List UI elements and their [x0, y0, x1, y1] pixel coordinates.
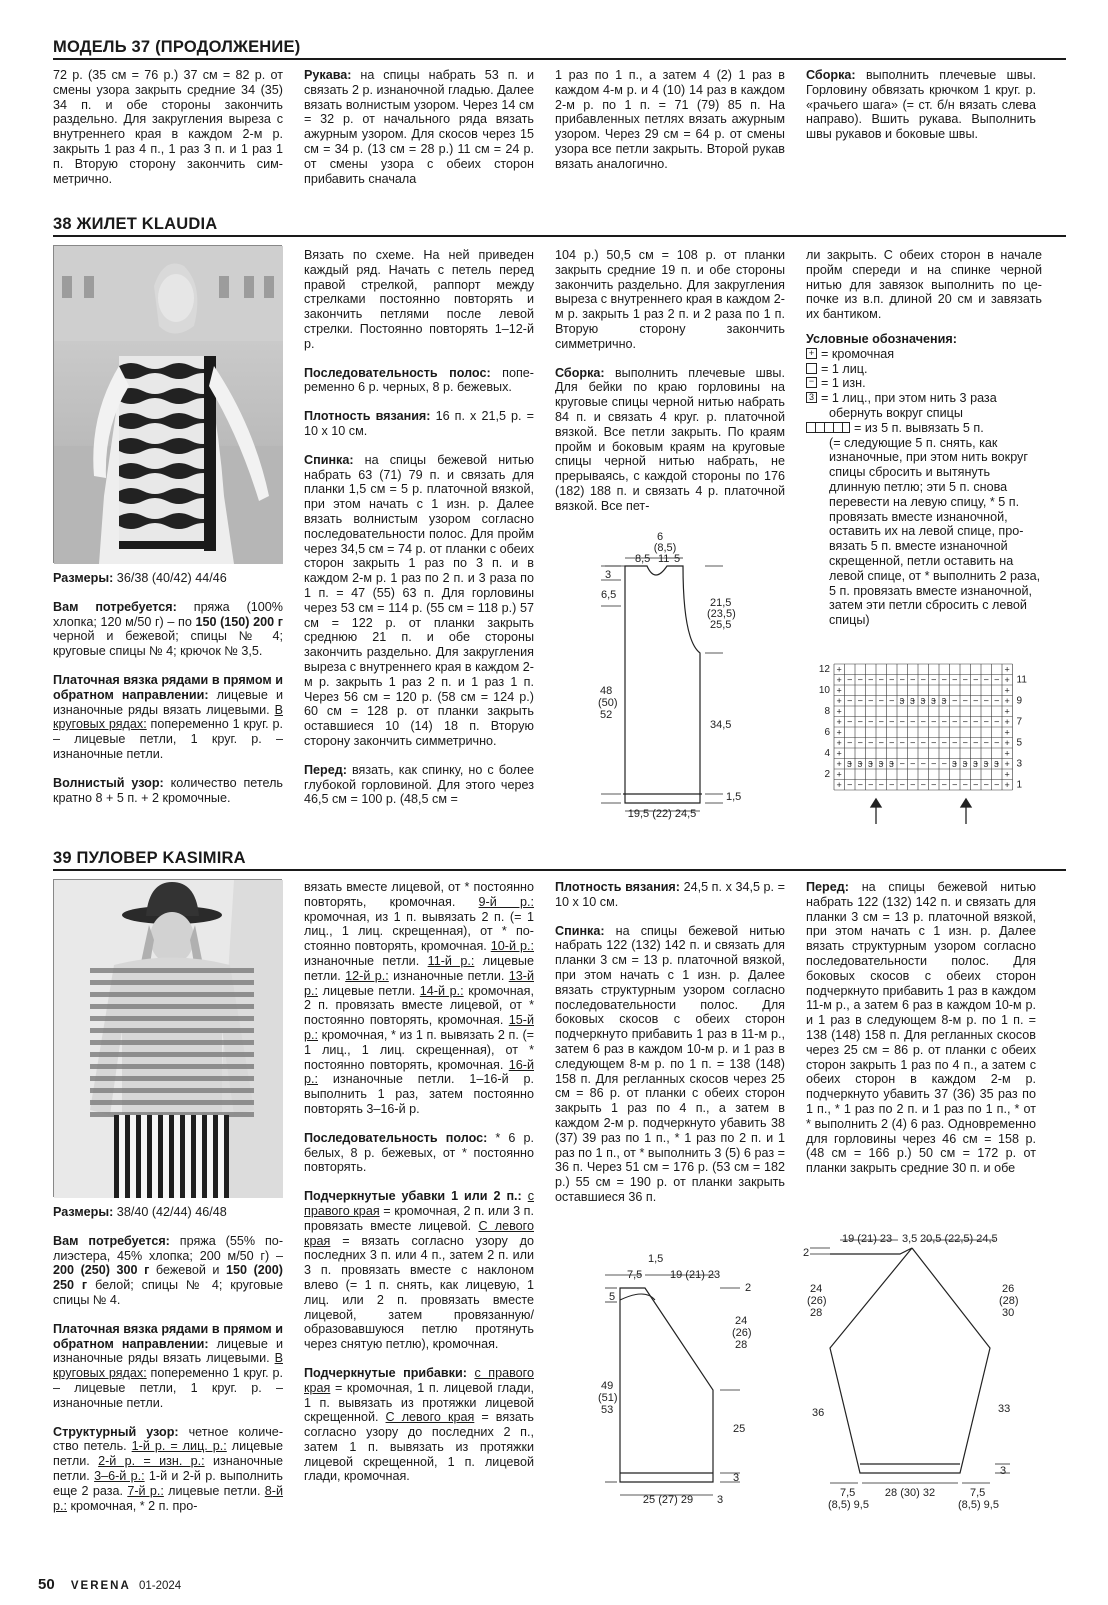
legend-item-cluster: = из 5 п. вывязать 5 п. — [806, 421, 1042, 436]
arrow-icon — [871, 799, 881, 807]
s39-col3: Плотность вязания: 24,5 п. х 34,5 р. = 10 х 10 см. Спинка: на спицы бежевой нитью набрать 122 (132) 142 п. и связать для планки 3 см = 13 р. платочной вязкой, при этом начать с 1 изн. р. Далее вязать структурным узором согласно последовательности полос. Для боковых скосов с обеих сторон подчеркнуто прибавить 1 раз в 11-м р., затем 6 раз в каждом 10-м р. и 1 раз в следующем 8-м р. по 1 п. = 138 (148) 158 п. Для регланных скосов через 25 см = 86 р. от планки с обеих сторон закрыть 1 раз по 4 п., а затем в каждом 2-м р. подчеркнуто убавить 38 (37) 39 раз по 1 п., * 1 раз по 2 п. и 1 раз по 1 п., от * выполнить 3 (5) 6 раз = 36 п. Через 51 см = 176 р. (53 см = 182 р.) 55 см = 190 р. от планки закрыть оставшиеся 36 п. — [555, 880, 785, 1204]
dim-label: 19 (21) 23 — [670, 1269, 721, 1281]
dim-label: 19,5 (22) 24,5 — [627, 808, 697, 820]
s37-col2: Рукава: на спицы набрать 53 п. и связать 2 р. изнаночной гладью. Далее вязать волнистым узором. Через 14 см = 32 р. от начального ряда вязать ажурным узором. Для скосов через 15 см = 34 р. (13 см = 28 р.) 11 см = 24 р. от смены узора с обеих сторон прибавить сначала — [304, 68, 534, 186]
chart-row-label: 4 — [824, 748, 830, 759]
dim-label: 7,5 — [970, 1487, 986, 1499]
dim-label: (23,5) — [707, 608, 736, 620]
chart-cell: 3 — [962, 759, 968, 769]
section-title-39: 39 ПУЛОВЕР KASIMIRA — [53, 849, 246, 867]
dim-label: 24 — [735, 1315, 748, 1327]
dim-label: 3 — [1000, 1465, 1007, 1477]
chart-cell: 3 — [868, 759, 873, 769]
legend-item-purl: − = 1 изн. — [806, 376, 1042, 391]
chart-cell: 3 — [847, 759, 852, 769]
edge-cell: + — [836, 769, 842, 780]
knit-stitch-icon — [806, 363, 817, 374]
dim-label: (50) — [598, 697, 618, 709]
edge-cell: + — [1004, 685, 1010, 696]
edge-cell: + — [1004, 675, 1010, 685]
edge-cell: + — [1004, 769, 1010, 780]
chart-cell: 3 — [899, 696, 905, 706]
dim-label: 25 — [733, 1423, 746, 1435]
dim-label: 49 — [601, 1380, 614, 1392]
dim-label: 26 — [1002, 1283, 1015, 1295]
edge-stitch-icon: + — [806, 348, 817, 359]
dim-label: 2 — [745, 1282, 752, 1294]
dim-label: 21,5 — [710, 597, 732, 609]
section-title-38: 38 ЖИЛЕТ KLAUDIA — [53, 215, 218, 233]
dim-label: (8,5) — [653, 542, 677, 554]
edge-cell: + — [836, 717, 842, 727]
dim-label: 33 — [998, 1403, 1011, 1415]
wrap-stitch-icon: 3 — [806, 392, 817, 403]
chart-row-label: 8 — [824, 706, 830, 717]
dim-label: 28 — [810, 1307, 823, 1319]
body-schematic — [585, 1250, 795, 1540]
dim-label: 52 — [600, 709, 613, 721]
edge-cell: + — [836, 727, 842, 738]
dim-label: 28 — [735, 1339, 748, 1351]
dim-label: 11 — [658, 553, 670, 565]
s37-col4: Сборка: выполнить плечевые швы. Горловину обвязать крючком 1 круг. р. «рачьего шага» (= ст. б/н вязать слева направо). Вшить рукава. Выполнить швы рукавов и боковые швы. — [806, 68, 1036, 142]
chart-cell: 3 — [952, 759, 957, 769]
body-outline — [620, 1288, 713, 1482]
title-rule — [53, 235, 1066, 237]
vest-outline — [625, 566, 700, 803]
purl-stitch-icon: − — [806, 377, 817, 388]
edge-cell: + — [1004, 696, 1010, 706]
dim-label: 48 — [600, 685, 613, 697]
dim-label: 6,5 — [601, 589, 617, 601]
edge-cell: + — [1004, 717, 1010, 727]
chart-cell: 3 — [983, 759, 989, 769]
chart-cell: 3 — [857, 759, 863, 769]
dim-label: 8,5 — [635, 553, 651, 565]
chart-row-label: 7 — [1016, 716, 1023, 728]
dim-label: 3 — [733, 1472, 740, 1484]
edge-cell: + — [836, 664, 842, 675]
s39-col2: вязать вместе лицевой, от * постоянно повторять, кромочная. 9-й р.: кромочная, из 1 п. вывязать 2 п. (= 1 лиц., 1 лиц. скрещенная), от * постоянно повторять, кромочная. 10-й р.: изнаночные петли. 11-й р.: лицевые петли. 12-й р.: изнаночные петли. 13-й р.: лицевые петли. 14-й р.: кромочная, 2 п. провязать вместе лицевой, от * постоянно повторять, кромочная. 15-й р.: кромочная, * из 1 п. вывязать 2 п. (= 1 лиц., 1 лиц. скрещенная), от * постоянно повторять, кромочная. 16-й р.: изнаночные петли. 1–16-й р. выполнить 1 раз, затем постоянно повторять 3–16-й р. Последовательность полос: * 6 р. белых, 8 р. бежевых, от * постоянно повторять. Подчеркнутые убавки 1 или 2 п.: с правого края = кромочная, 2 п. или 3 п. провязать вместе лицевой. С левого края = вязать согласно узору до последних 3 п. или 4 п., затем 2 п. или 3 п. провязать вместе с наклоном влево (= 1 п. снять, как лицевую, 1 лиц. или 2 п. провязать вместе лицевой, затем провязанную/образовавшуюся петлю протянуть через снятую петлю), кромочная. Подчеркнутые прибавки: с правого края = кромочная, 1 п. лицевой глади, 1 п. вывязать из протяжки лицевой скрещенной. С левого края = вязать согласно узору до последних 2 п., затем 1 п. вывязать из протяжки лицевой скрещенной, 1 п. лицевой глади, кромочная. — [304, 880, 535, 1484]
chart-row-label: 9 — [1016, 695, 1023, 707]
page-footer — [38, 1578, 181, 1594]
section-title-model-37: МОДЕЛЬ 37 (ПРОДОЛЖЕНИЕ) — [53, 38, 301, 56]
dim-label: 2 — [803, 1247, 810, 1259]
arrow-icon — [961, 799, 971, 807]
dim-label: 25 (27) 29 — [642, 1494, 694, 1506]
chart-cell: 3 — [910, 696, 915, 706]
legend-item-edge: + = кромочная — [806, 347, 1042, 362]
chart-cell: 3 — [878, 759, 884, 769]
edge-cell: + — [1004, 664, 1010, 675]
chart-cell: 3 — [931, 696, 936, 706]
chart-cell: 3 — [920, 696, 926, 706]
chart-row-label: 11 — [1016, 674, 1027, 686]
edge-cell: + — [836, 675, 842, 685]
dim-label: 5 — [674, 553, 681, 565]
dim-label: 25,5 — [710, 619, 732, 631]
chart-row-label: 10 — [818, 685, 830, 696]
dim-label: 5 — [609, 1291, 616, 1303]
dim-label: (8,5) 9,5 — [828, 1499, 869, 1511]
issue: 01-2024 — [138, 1580, 182, 1592]
s39-col4: Перед: на спицы бежевой нитью набрать 122 (132) 142 п. и связать для планки 3 см = 13 р. платочной вязкой, при этом начать с 1 изн. р. Далее вязать структурным узором согласно последовательности полос. Для боковых скосов с обеих сторон подчеркнуто прибавить 1 раз в каждом 11-м р., а затем 6 раз в каждом 10-м р. и 1 раз в следующем 8-м р. по 1 п. = 138 (148) 158 п. Для регланных скосов через 25 см = 86 р. от планки с обеих сторон закрыть 1 раз по 4 п., а затем с обеих сторон в каждом 2-м р. подчеркнуто убавить 37 (36) 35 раз по 1 п., * 1 раз по 2 п. и 1 раз по 1 п., * от * выполнить 2 (4) 6 раз. Одновременно для горловины через 46 см = 158 р. (48 см = 166 р.) 50 см = 172 р. от планки закрыть средние 30 п. и обе — [806, 880, 1036, 1176]
edge-cell: + — [836, 696, 842, 706]
chart-cell: 3 — [994, 759, 999, 769]
s37-col1: 72 р. (35 см = 76 р.) 37 см = 82 р. от смены узора закрыть средние 34 (35) 34 п. и обе стороны закончить раздельно. Для закругления выреза с внутреннего края в каждом 2-м р. закрыть 1 раз 4 п., 1 раз 3 п. и 1 раз 1 п. Вторую сторону закончить симметрично. — [53, 68, 283, 186]
chart-row-label: 1 — [1016, 779, 1023, 791]
dim-label: 3 — [605, 569, 612, 581]
magazine-name: VERENA — [70, 1580, 131, 1592]
vest-schematic — [595, 528, 770, 823]
page-number: 50 — [38, 1576, 55, 1593]
pullover-photo — [53, 879, 282, 1197]
legend-item-knit: = 1 лиц. — [806, 362, 1042, 377]
edge-cell: + — [836, 759, 842, 769]
sleeve-outline — [830, 1248, 990, 1473]
dim-label: 34,5 — [710, 719, 732, 731]
dim-label: 24 — [810, 1283, 823, 1295]
dim-label: 53 — [601, 1404, 614, 1416]
sleeve-schematic — [800, 1228, 1030, 1538]
dim-label: 20,5 (22,5) 24,5 — [920, 1233, 998, 1245]
chart-row-label: 12 — [818, 664, 830, 675]
dim-label: 6 — [656, 531, 664, 543]
dim-label: 7,5 — [627, 1269, 643, 1281]
title-rule — [53, 58, 1066, 60]
edge-cell: + — [1004, 727, 1010, 738]
edge-cell: + — [836, 706, 842, 717]
s38-col3: 104 р.) 50,5 см = 108 р. от планки закрыть средние 19 п. и обе стороны закончить раздельно. Для закругления выреза с внутреннего края в каждом 2-м р. закрыть 1 раз 2 п. и 2 раза по 1 п. Вторую сторону закончить симметрично. Сборка: выполнить плечевые швы. Для бейки по краю горловины на круговые спицы черной нитью набрать 84 п. и связать 4 круг. р. платочной вязкой. Все петли закрыть. По краям пройм и боковым краям на круговые спицы черной нитью набрать, не прерываясь, с каждой стороны по 176 (182) 188 п. и связать 4 р. платочной вязкой. Все пет- — [555, 248, 785, 513]
legend-item-wrap3: 3 = 1 лиц., при этом нить 3 раза — [806, 391, 1042, 406]
chart-cell: 3 — [889, 759, 894, 769]
s38-col1: Размеры: 36/38 (40/42) 44/46 Вам потребуется: пряжа (100% хлопка; 120 м/50 г) – по 150 (150) 200 г черной и бежевой; спицы № 4; круговые спицы № 4; крючок № 3,5. Платочная вязка рядами в прямом и обратном направлении: лицевые и изнаночные ряды вязать лицевыми. В круговых рядах: попеременно 1 круг. р. – лицевые петли, 1 круг. р. – изнаночные петли. Волнистый узор: количество петель кратно 8 + 5 п. + 2 кромочные. — [53, 571, 283, 805]
dim-label: 30 — [1002, 1307, 1015, 1319]
edge-cell: + — [1004, 780, 1010, 790]
legend-title: Условные обозначения: — [806, 331, 957, 346]
edge-cell: + — [1004, 748, 1010, 759]
s39-col1: Размеры: 38/40 (42/44) 46/48 Вам потребуется: пряжа (55% полиэстера, 45% хлопка; 200 м/50 г) – 200 (250) 300 г бежевой и 150 (200) 250 г белой; спицы № 4; круговые спицы № 4. Платочная вязка рядами в прямом и обратном направлении: лицевые и изнаночные ряды вязать лицевыми. В круговых рядах: попеременно 1 круг. р. – лицевые петли, 1 круг. р. – изнаночные петли. Структурный узор: четное количество петель. 1-й р. = лиц. р.: лицевые петли. 2-й р. = изн. р.: изнаночные петли. 3–6-й р.: 1-й и 2-й р. выполнить еще 2 раза. 7-й р.: лицевые петли. 8-й р.: кромочная, * 2 п. про- — [53, 1205, 284, 1513]
stitch-chart — [814, 660, 1027, 830]
dim-label: 19 (21) 23 — [842, 1233, 893, 1245]
dim-label: 3 — [717, 1494, 724, 1506]
edge-cell: + — [1004, 738, 1010, 748]
dim-label: 3,5 — [902, 1233, 918, 1245]
dim-label: 1,5 — [648, 1253, 664, 1265]
dim-label: (8,5) 9,5 — [958, 1499, 999, 1511]
edge-cell: + — [836, 738, 842, 748]
dim-label: 28 (30) 32 — [884, 1487, 936, 1499]
title-rule — [53, 869, 1066, 871]
chart-row-label: 6 — [824, 727, 830, 738]
chart-row-label: 2 — [824, 769, 830, 780]
dim-label: 7,5 — [840, 1487, 856, 1499]
dim-label: (28) — [999, 1295, 1019, 1307]
edge-cell: + — [836, 780, 842, 790]
chart-cell: 3 — [973, 759, 978, 769]
edge-cell: + — [1004, 706, 1010, 717]
dim-label: (26) — [807, 1295, 827, 1307]
dim-label: (26) — [732, 1327, 752, 1339]
chart-row-label: 5 — [1016, 737, 1023, 749]
chart-cell: 3 — [941, 696, 947, 706]
dim-label: (51) — [598, 1392, 618, 1404]
cluster-stitch-icon — [806, 422, 850, 433]
vest-photo — [53, 245, 282, 563]
s37-col3: 1 раз по 1 п., а затем 4 (2) 1 раз в каждом 4-м р. и 4 (10) 14 раз в каждом 2-м р. по 1 п. = 71 (79) 85 п. На прибавленных петлях вязать ажурным узором. Через 29 см = 64 р. от смены узора все петли закрыть. Второй рукав вязать аналогично. — [555, 68, 785, 171]
s38-col2: Вязать по схеме. На ней приведен каждый ряд. Начать с петель перед правой стрелкой, раппорт между стрелками постоянно повторять и закончить петлями после левой стрелки. Постоянно повторять 1–12-й р. Последовательность полос: попеременно 6 р. черных, 8 р. бежевых. Плотность вязания: 16 п. х 21,5 р. = 10 х 10 см. Спинка: на спицы бежевой нитью набрать 63 (71) 79 п. и связать для планки 1,5 см = 5 р. платочной вязкой, при этом начать с 1 изн. р. Далее вязать волнистым узором согласно последовательности полос. Для пройм через 34,5 см = 74 р. от планки с обеих сторон закрыть 1 раз по 3 п. и в каждом 2-м р. 1 раз по 2 п. и 3 раза по 1 п. = 47 (55) 63 п. Для горловины через 53 см = 114 р. (55 см = 118 р.) 57 см = 122 р. от планки закрыть среднюю 21 п. и обе стороны закончить раздельно. Для закругления выреза с внутреннего края в каждом 2-м р. закрыть 1 раз 2 п. и 1 раз 1 п. Через 56 см = 120 р. (58 см = 124 р.) 60 см = 128 р. от планки закрыть оставшиеся 10 (14) 18 п. Вторую сторону закончить симметрично. Перед: вязать, как спинку, но с более глубокой горловиной. Для этого через 46,5 см = 100 р. (48,5 см = — [304, 248, 534, 807]
edge-cell: + — [836, 685, 842, 696]
edge-cell: + — [1004, 759, 1010, 769]
dim-label: 1,5 — [726, 791, 742, 803]
edge-cell: + — [836, 748, 842, 759]
s38-col4: ли закрыть. С обеих сторон в начале пройм спереди и на спинке черной нитью для завязок выполнить по цепочке из в.п. длиной 20 см и завязать их бантиком. Условные обозначения: + = кромочная = 1 лиц. − = 1 изн. 3 = 1 лиц., при этом нить 3 раза обернуть вокруг спицы = из 5 п. вывязать 5 п. (= следующие 5 п. снять, как изнаночные, при этом нить вокруг спицы сбросить и вытянуть длинную петлю; эти 5 п. снова перевести на левую спицу, * 5 п. провязать вместе изнаночной, оставить их на левой спице, провязать 5 п. вместе изнаночной скрещенной, петли оставить на левой спице, от * выполнить 2 раза, 5 п. провязать вместе изнаночной, затем эти петли сбросить с левой спицы) — [806, 248, 1042, 628]
chart-row-label: 3 — [1016, 758, 1023, 770]
dim-label: 36 — [812, 1407, 825, 1419]
